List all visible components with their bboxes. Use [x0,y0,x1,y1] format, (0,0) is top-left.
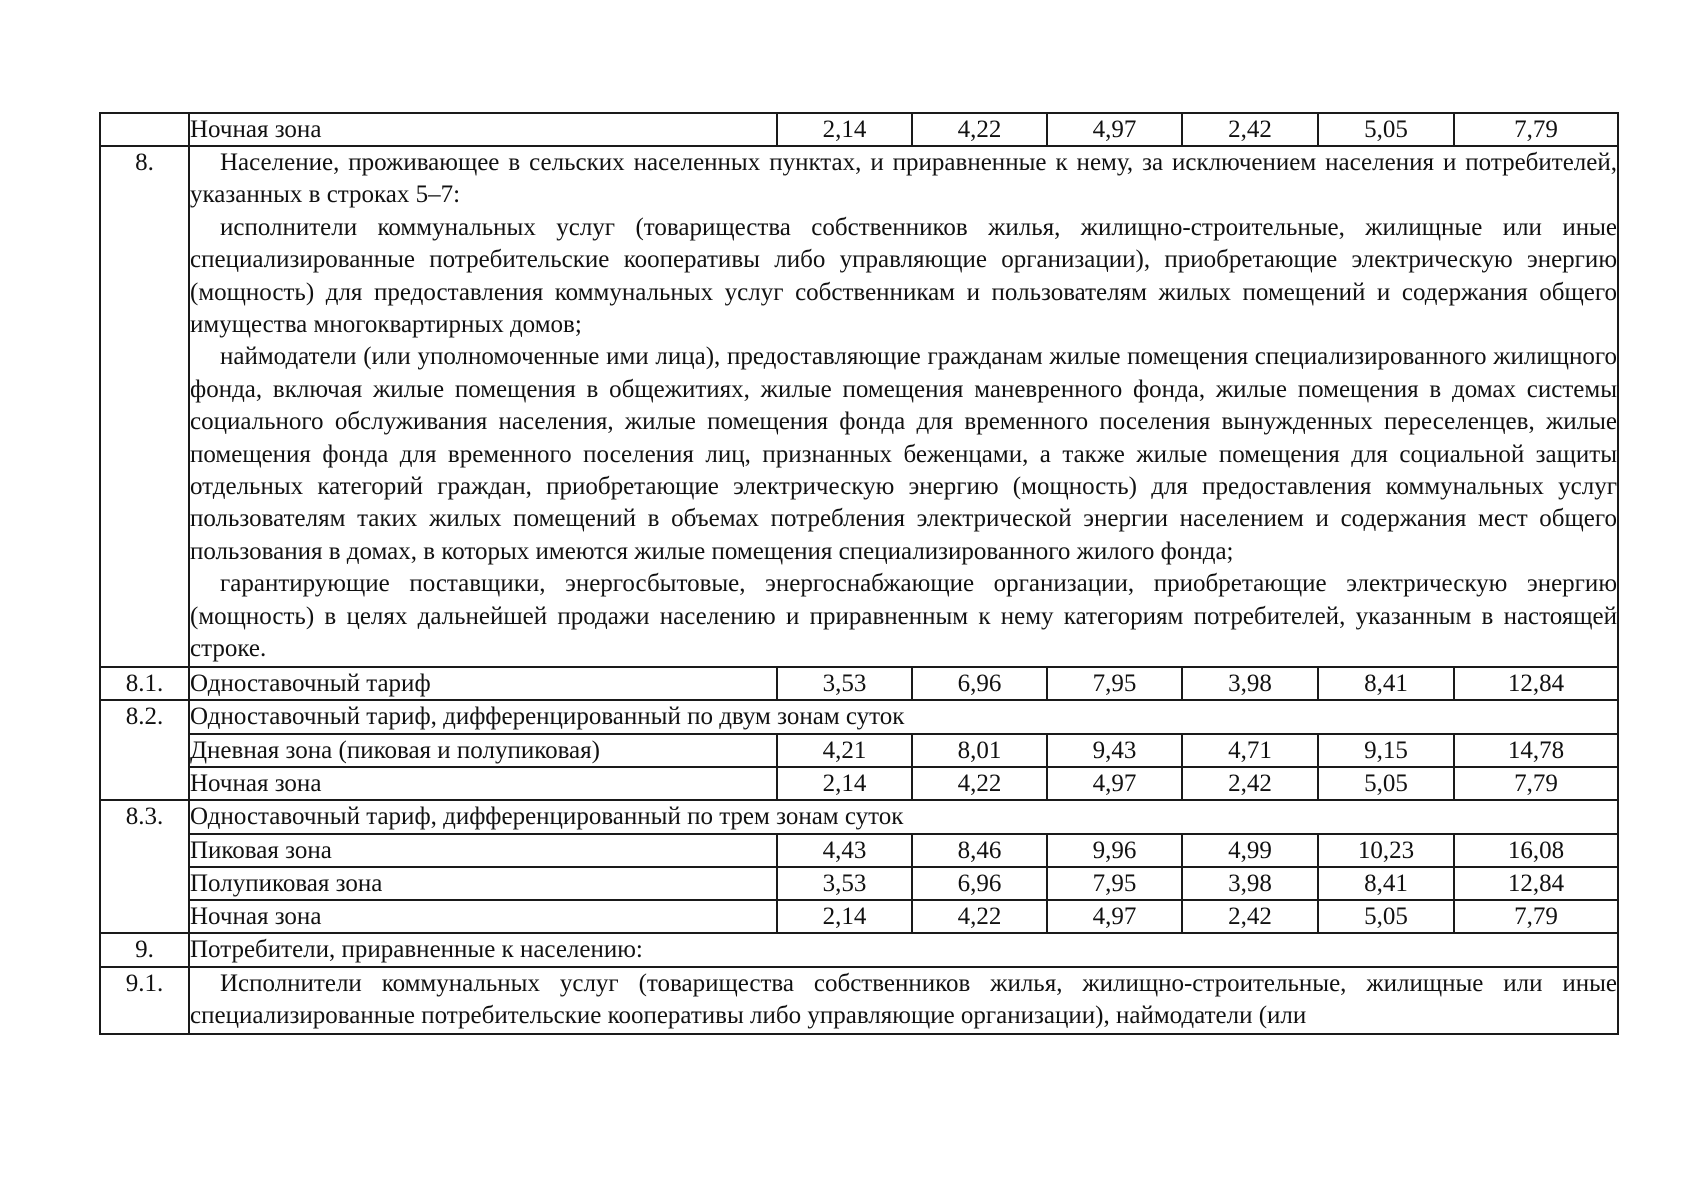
tariff-value: 3,98 [1182,667,1318,700]
row-description [189,967,1618,1034]
tariff-value: 2,14 [777,767,912,800]
tariff-value: 6,96 [912,867,1047,900]
table-row [100,867,1618,900]
tariff-value: 4,22 [912,113,1047,146]
row-number: 9. [100,933,189,967]
table-row [100,113,1618,146]
row-label: Полупиковая зона [189,867,777,900]
row-number: 9.1. [100,967,189,1034]
table-row [100,834,1618,867]
tariff-value: 4,21 [777,734,912,767]
tariff-value: 2,14 [777,113,912,146]
tariff-value: 4,22 [912,900,1047,933]
tariff-value: 2,42 [1182,767,1318,800]
tariff-value: 3,98 [1182,867,1318,900]
tariff-value: 10,23 [1318,834,1454,867]
tariff-value: 2,14 [777,900,912,933]
description-paragraph: гарантирующие поставщики, энергосбытовые, энергоснабжающие организации, приобретающие электрическую энергию (мощность) в целях дальнейшей продажи населению и приравненным к нему категориям потребителей, указанным в настоящей строке. [190,570,1617,663]
tariff-value: 2,42 [1182,900,1318,933]
tariff-value: 3,53 [777,667,912,700]
tariff-value: 8,41 [1318,667,1454,700]
tariff-value: 9,96 [1047,834,1182,867]
description-paragraph: Исполнители коммунальных услуг (товарищества собственников жилья, жилищно-строительные, жилищные или иные специализированные потребительские кооперативы либо управляющие организации), наймодатели (или [190,969,1617,1029]
row-label: Одноставочный тариф [189,667,777,700]
tariff-value: 7,79 [1454,900,1618,933]
table-row [100,967,1618,1034]
table-row [100,900,1618,933]
tariff-value: 5,05 [1318,113,1454,146]
table-row [100,734,1618,767]
row-label: Пиковая зона [189,834,777,867]
table-row [100,667,1618,700]
row-number [100,113,189,146]
tariff-value: 4,97 [1047,113,1182,146]
tariff-value: 5,05 [1318,900,1454,933]
tariff-value: 3,53 [777,867,912,900]
row-label: Дневная зона (пиковая и полупиковая) [189,734,777,767]
tariff-value: 4,71 [1182,734,1318,767]
tariff-value: 8,46 [912,834,1047,867]
tariff-value: 7,79 [1454,767,1618,800]
row-number: 8. [100,146,189,667]
row-number: 8.3. [100,800,189,933]
row-label: Одноставочный тариф, дифференцированный по трем зонам суток [189,800,1618,834]
tariff-value: 2,42 [1182,113,1318,146]
tariff-value: 12,84 [1454,667,1618,700]
row-label: Ночная зона [189,767,777,800]
row-number: 8.1. [100,667,189,700]
tariff-value: 4,97 [1047,900,1182,933]
row-label: Потребители, приравненные к населению: [189,933,1618,967]
row-description [189,146,1618,667]
tariff-value: 7,79 [1454,113,1618,146]
tariff-value: 7,95 [1047,667,1182,700]
tariff-value: 14,78 [1454,734,1618,767]
row-label: Ночная зона [189,113,777,146]
description-paragraph: наймодатели (или уполномоченные ими лица), предоставляющие гражданам жилые помещения специализированного жилищного фонда, включая жилые помещения в общежитиях, жилые помещения маневренного фонда, жилые помещения в домах системы социального обслуживания населения, жилые помещения фонда для временного поселения вынужденных переселенцев, жилые помещения фонда для временного поселения лиц, признанных беженцами, а также жилые помещения для социальной защиты отдельных категорий граждан, приобретающие электрическую энергию (мощность) для предоставления коммунальных услуг пользователям таких жилых помещений в объемах потребления электрической энергии населением и содержания мест общего пользования в домах, в которых имеются жилые помещения специализированного жилого фонда; [190,343,1617,565]
tariff-value: 8,41 [1318,867,1454,900]
tariff-table [99,112,1619,1035]
table-row [100,700,1618,734]
tariff-value: 9,43 [1047,734,1182,767]
tariff-value: 5,05 [1318,767,1454,800]
tariff-value: 4,97 [1047,767,1182,800]
tariff-value: 4,22 [912,767,1047,800]
table-row [100,146,1618,667]
tariff-value: 9,15 [1318,734,1454,767]
row-label: Одноставочный тариф, дифференцированный по двум зонам суток [189,700,1618,734]
table-row [100,800,1618,834]
tariff-value: 4,43 [777,834,912,867]
tariff-value: 6,96 [912,667,1047,700]
tariff-value: 4,99 [1182,834,1318,867]
row-number: 8.2. [100,700,189,800]
tariff-value: 16,08 [1454,834,1618,867]
row-label: Ночная зона [189,900,777,933]
tariff-value: 12,84 [1454,867,1618,900]
description-paragraph: Население, проживающее в сельских населенных пунктах, и приравненные к нему, за исключением населения и потребителей, указанных в строках 5–7: [190,149,1617,209]
table-row [100,767,1618,800]
table-row [100,933,1618,967]
description-paragraph: исполнители коммунальных услуг (товарищества собственников жилья, жилищно-строительные, жилищные или иные специализированные потребительские кооперативы либо управляющие организации), приобретающие электрическую энергию (мощность) для предоставления коммунальных услуг собственникам и пользователям жилых помещений и содержания общего имущества многоквартирных домов; [190,213,1617,339]
tariff-value: 7,95 [1047,867,1182,900]
tariff-value: 8,01 [912,734,1047,767]
